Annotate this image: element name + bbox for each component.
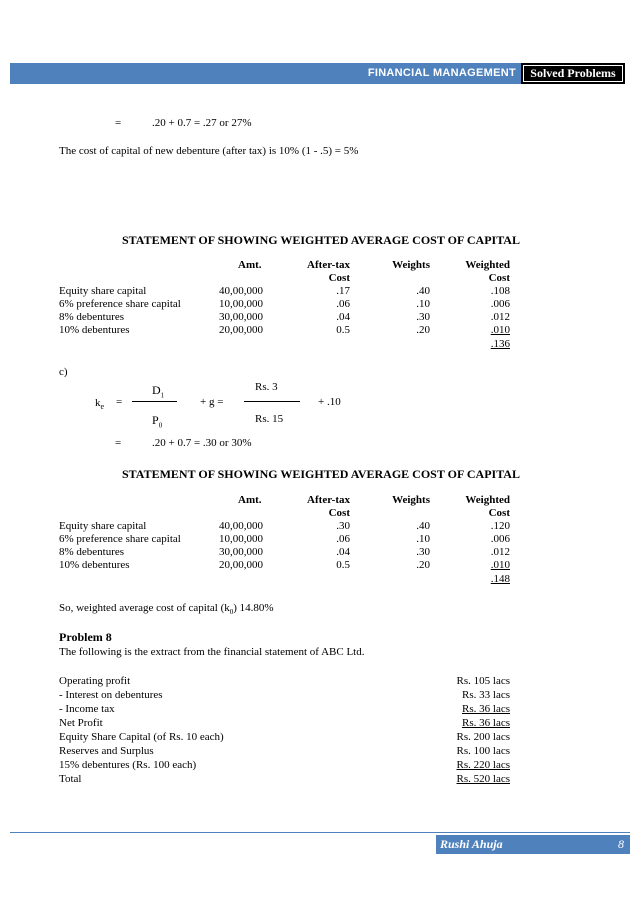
list-item-value: Rs. 36 lacs xyxy=(462,703,510,715)
problem8-title: Problem 8 xyxy=(59,630,112,644)
footer-author: Rushi Ahuja xyxy=(440,837,503,851)
table-row-label: 6% preference share capital xyxy=(59,533,181,545)
table-row-cost: 0.5 xyxy=(336,324,350,336)
header-tag xyxy=(521,63,625,84)
table1-header-aftertax-cost: Cost xyxy=(328,272,350,284)
list-item-value: Rs. 200 lacs xyxy=(456,731,510,743)
table-row-amt: 20,00,000 xyxy=(219,559,263,571)
table-row-weighted-cost: .120 xyxy=(490,520,510,532)
table2-header-weighted-cost: Cost xyxy=(488,507,510,519)
wacc-text: So, weighted average cost of capital $(k_0)$ 14.80% xyxy=(59,602,274,617)
table-row-weight: .10 xyxy=(416,298,430,310)
list-item-value: Rs. 100 lacs xyxy=(456,745,510,757)
table1-total: .136 xyxy=(490,338,510,350)
table-row-amt: 40,00,000 xyxy=(219,285,263,297)
table-row-cost: .04 xyxy=(336,546,350,558)
fraction2-denominator: Rs. 15 xyxy=(255,413,284,425)
list-item-label: Operating profit xyxy=(59,675,131,687)
problem8-intro: The following is the extract from the financial statement of ABC Ltd. xyxy=(59,646,365,658)
table-row-cost: 0.5 xyxy=(336,559,350,571)
table-row-label: 8% debentures xyxy=(59,311,125,323)
footer-rule xyxy=(10,832,630,833)
table-row-weight: .10 xyxy=(416,533,430,545)
table-row-weight: .40 xyxy=(416,520,430,532)
list-item-label: - Interest on debentures xyxy=(59,689,163,701)
table-row-cost: .30 xyxy=(336,520,350,532)
table-row-weight: .20 xyxy=(416,324,430,336)
table-row-weight: .40 xyxy=(416,285,430,297)
list-item-label: Reserves and Surplus xyxy=(59,745,154,757)
fraction2-line xyxy=(244,401,300,402)
table-row-weighted-cost: .006 xyxy=(490,298,510,310)
table1-header-weights: Weights xyxy=(392,259,430,271)
ke-symbol: $k_e$ xyxy=(95,397,105,412)
table2-total: .148 xyxy=(490,573,510,585)
table2-header-aftertax-cost: Cost xyxy=(328,507,350,519)
table-row-amt: 20,00,000 xyxy=(219,324,263,336)
ke-eq: = xyxy=(116,396,123,408)
list-item-label: 15% debentures (Rs. 100 each) xyxy=(59,759,197,771)
list-item-label: Total xyxy=(59,773,82,785)
table-row-weighted-cost: .010 xyxy=(490,324,510,336)
debenture-cost-text: The cost of capital of new debenture (after tax) is 10% (1 - .5) = 5% xyxy=(59,145,359,157)
table2-title: STATEMENT OF SHOWING WEIGHTED AVERAGE COST OF CAPITAL xyxy=(122,467,520,481)
line1-expr: .20 + 0.7 = .27 or 27% xyxy=(152,117,252,129)
table2-header-amt: Amt. xyxy=(238,494,262,506)
table1-header-amt: Amt. xyxy=(238,259,262,271)
header-tag-label: Solved Problems xyxy=(530,66,616,80)
table-row-weighted-cost: .006 xyxy=(490,533,510,545)
table-row-weighted-cost: .010 xyxy=(490,559,510,571)
table-row-cost: .17 xyxy=(336,285,350,297)
table-row-label: 10% debentures xyxy=(59,559,130,571)
table-row-amt: 30,00,000 xyxy=(219,311,263,323)
table1-header-weighted-cost: Cost xyxy=(488,272,510,284)
table1-header-weighted: Weighted xyxy=(465,259,510,271)
table-row-label: 10% debentures xyxy=(59,324,130,336)
table1-header-aftertax: After-tax xyxy=(307,259,350,271)
table-row-weight: .30 xyxy=(416,546,430,558)
line1-eq: = xyxy=(115,117,122,129)
list-item-label: Equity Share Capital (of Rs. 10 each) xyxy=(59,731,224,743)
table2-header-aftertax: After-tax xyxy=(307,494,350,506)
table-row-cost: .04 xyxy=(336,311,350,323)
fraction1-numerator: $D_1$ xyxy=(152,383,165,400)
table-row-cost: .06 xyxy=(336,298,350,310)
list-item-label: - Income tax xyxy=(59,703,115,715)
page-number: 8 xyxy=(618,837,624,851)
section-c-label: c) xyxy=(59,366,68,378)
table-row-amt: 10,00,000 xyxy=(219,533,263,545)
table-row-amt: 30,00,000 xyxy=(219,546,263,558)
table-row-label: 8% debentures xyxy=(59,546,125,558)
list-item-value: Rs. 520 lacs xyxy=(456,773,510,785)
list-item-value: Rs. 33 lacs xyxy=(462,689,510,701)
table2-header-weighted: Weighted xyxy=(465,494,510,506)
table-row-weighted-cost: .012 xyxy=(490,311,510,323)
fraction1-line xyxy=(132,401,177,402)
table-row-cost: .06 xyxy=(336,533,350,545)
fraction1-denominator: $P_0$ xyxy=(152,413,163,430)
table1-title: STATEMENT OF SHOWING WEIGHTED AVERAGE COST OF CAPITAL xyxy=(122,233,520,247)
table-row-weight: .20 xyxy=(416,559,430,571)
list-item-value: Rs. 105 lacs xyxy=(456,675,510,687)
header-title: FINANCIAL MANAGEMENT xyxy=(367,67,516,79)
table-row-label: Equity share capital xyxy=(59,520,147,532)
table-row-label: 6% preference share capital xyxy=(59,298,181,310)
plus-rate: + .10 xyxy=(318,396,341,408)
table-row-amt: 10,00,000 xyxy=(219,298,263,310)
plus-g: + g = xyxy=(200,396,224,408)
list-item-value: Rs. 36 lacs xyxy=(462,717,510,729)
table-row-amt: 40,00,000 xyxy=(219,520,263,532)
list-item-value: Rs. 220 lacs xyxy=(456,759,510,771)
table2-header-weights: Weights xyxy=(392,494,430,506)
fraction2-numerator: Rs. 3 xyxy=(255,381,278,393)
table-row-label: Equity share capital xyxy=(59,285,147,297)
table-row-weighted-cost: .108 xyxy=(490,285,510,297)
table-row-weighted-cost: .012 xyxy=(490,546,510,558)
result-eq: = xyxy=(115,437,122,449)
table-row-weight: .30 xyxy=(416,311,430,323)
list-item-label: Net Profit xyxy=(59,717,103,729)
result-expr: .20 + 0.7 = .30 or 30% xyxy=(152,437,252,449)
